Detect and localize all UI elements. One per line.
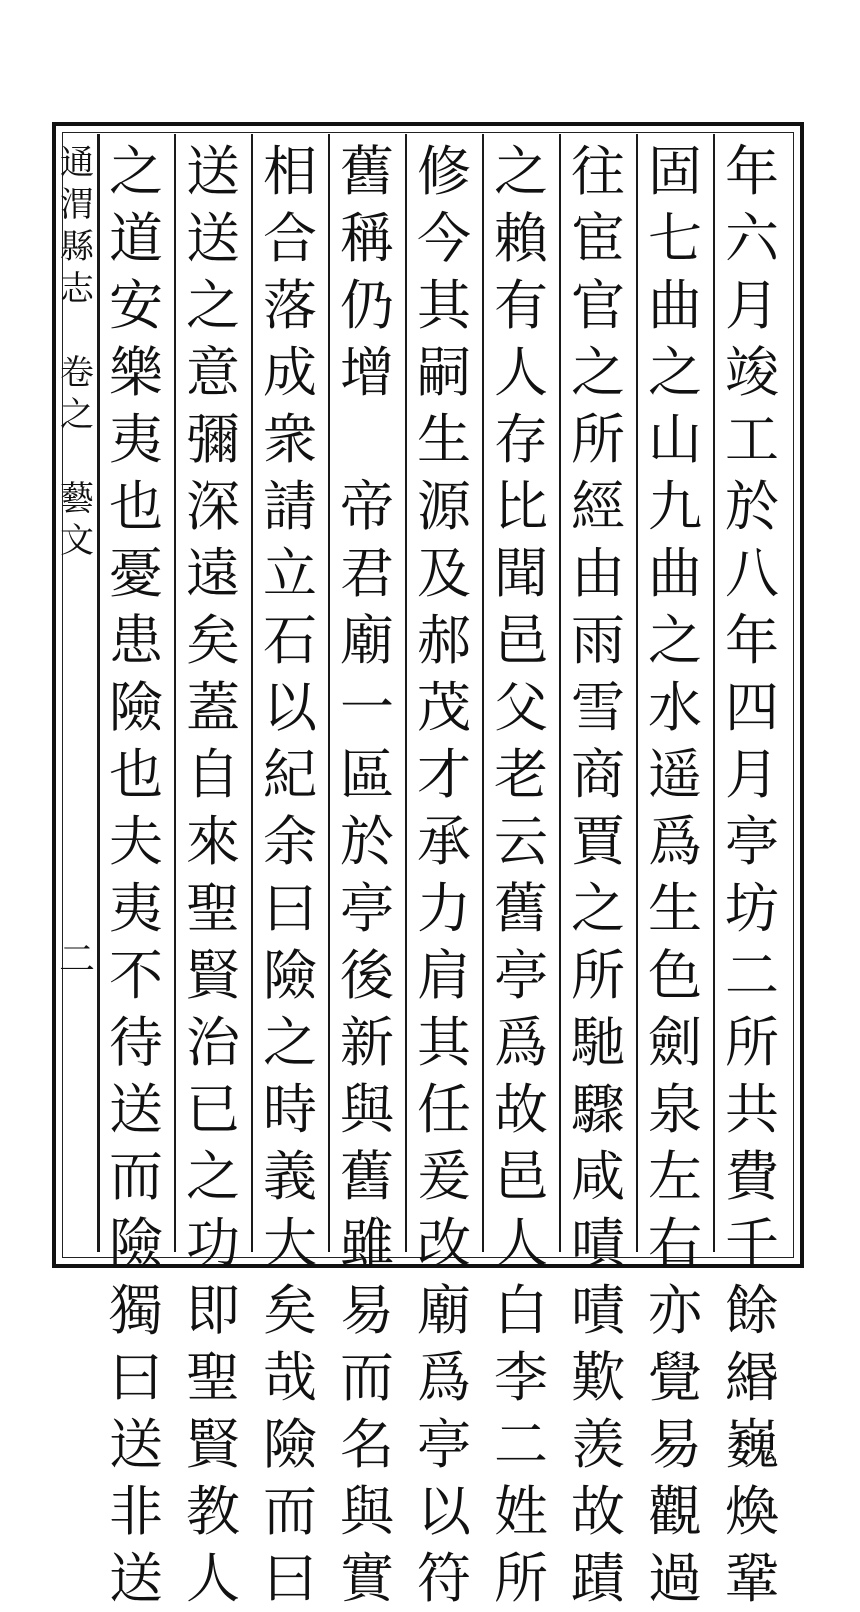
text-char: 邑: [494, 609, 548, 672]
text-char: 蓋: [186, 676, 240, 739]
text-char: 深: [186, 475, 240, 538]
text-char: 九: [648, 475, 702, 538]
text-char: 力: [417, 877, 471, 940]
text-char: 之: [571, 877, 625, 940]
text-char: 之: [109, 140, 163, 203]
text-char: 時: [263, 1078, 317, 1141]
text-char: 月: [725, 274, 779, 337]
text-char: 合: [263, 207, 317, 270]
text-char: 亭: [725, 810, 779, 873]
text-char: 非: [109, 1480, 163, 1543]
text-char: 嘖: [571, 1279, 625, 1342]
text-char: 雖: [340, 1212, 394, 1275]
text-char: 人: [186, 1547, 240, 1610]
text-char: 獨: [109, 1279, 163, 1342]
column-rule: [713, 134, 715, 1252]
text-char: 後: [340, 944, 394, 1007]
text-char: 相: [263, 140, 317, 203]
text-char: 人: [494, 341, 548, 404]
folio-number: 二: [58, 939, 95, 980]
text-char: 李: [494, 1346, 548, 1409]
text-char: 餘: [725, 1279, 779, 1342]
text-char: 千: [725, 1212, 779, 1275]
text-char: 自: [186, 743, 240, 806]
text-char: 來: [186, 810, 240, 873]
text-char: 治: [186, 1011, 240, 1074]
text-char: 驟: [571, 1078, 625, 1141]
text-char: 於: [340, 810, 394, 873]
text-char: 工: [725, 408, 779, 471]
text-column: [257, 138, 323, 1610]
text-char: 道: [109, 207, 163, 270]
text-char: 易: [648, 1413, 702, 1476]
text-char: 不: [109, 944, 163, 1007]
text-char: 曲: [648, 542, 702, 605]
text-char: 年: [725, 609, 779, 672]
text-char: 立: [263, 542, 317, 605]
margin-char: 藝: [60, 479, 94, 519]
text-char: 白: [494, 1279, 548, 1342]
text-char: 余: [263, 810, 317, 873]
text-char: 故: [571, 1480, 625, 1543]
text-char: 矣: [263, 1279, 317, 1342]
text-char: 亦: [648, 1279, 702, 1342]
text-char: 送: [109, 1413, 163, 1476]
text-char: 由: [571, 542, 625, 605]
text-char: 患: [109, 609, 163, 672]
text-char: 聖: [186, 877, 240, 940]
text-char: 夷: [109, 408, 163, 471]
text-column: [411, 138, 477, 1610]
text-char: 生: [417, 408, 471, 471]
text-char: 衆: [263, 408, 317, 471]
text-char: 賢: [186, 944, 240, 1007]
text-char: 送: [186, 140, 240, 203]
text-char: 二: [494, 1413, 548, 1476]
text-char: 遥: [648, 743, 702, 806]
text-char: 承: [417, 810, 471, 873]
text-char: 爲: [417, 1346, 471, 1409]
text-char: 一: [340, 676, 394, 739]
text-char: 舊: [340, 140, 394, 203]
text-char: 增: [340, 341, 394, 404]
text-char: 老: [494, 743, 548, 806]
text-char: 爲: [648, 810, 702, 873]
text-char: 其: [417, 1011, 471, 1074]
text-char: 雨: [571, 609, 625, 672]
text-char: 曰: [263, 1547, 317, 1610]
text-char: 宦: [571, 207, 625, 270]
text-char: 險: [109, 676, 163, 739]
text-char: 實: [340, 1547, 394, 1610]
text-char: 山: [648, 408, 702, 471]
text-char: 肩: [417, 944, 471, 1007]
text-char: 緡: [725, 1346, 779, 1409]
text-char: 固: [648, 140, 702, 203]
text-char: 云: [494, 810, 548, 873]
text-char: 巍: [725, 1413, 779, 1476]
text-char: 爰: [417, 1145, 471, 1208]
text-char: 廟: [340, 609, 394, 672]
text-char: 送: [109, 1078, 163, 1141]
text-char: 帝: [340, 475, 394, 538]
text-char: 即: [186, 1279, 240, 1342]
text-char: 七: [648, 207, 702, 270]
text-char: 仍: [340, 274, 394, 337]
text-char: 意: [186, 341, 240, 404]
text-char: 區: [340, 743, 394, 806]
text-char: 姓: [494, 1480, 548, 1543]
text-char: 茂: [417, 676, 471, 739]
text-char: 煥: [725, 1480, 779, 1543]
text-char: 所: [571, 944, 625, 1007]
column-rule: [405, 134, 407, 1252]
column-rule: [636, 134, 638, 1252]
text-char: 已: [186, 1078, 240, 1141]
text-char: 於: [725, 475, 779, 538]
text-char: 樂: [109, 341, 163, 404]
text-char: 比: [494, 475, 548, 538]
text-char: 二: [725, 944, 779, 1007]
text-char: 名: [340, 1413, 394, 1476]
text-char: 商: [571, 743, 625, 806]
text-char: 才: [417, 743, 471, 806]
text-char: 郝: [417, 609, 471, 672]
text-char: 今: [417, 207, 471, 270]
text-char: 馳: [571, 1011, 625, 1074]
text-char: 賴: [494, 207, 548, 270]
text-char: 四: [725, 676, 779, 739]
text-char: 送: [186, 207, 240, 270]
margin-title: [58, 142, 96, 1242]
text-char: 共: [725, 1078, 779, 1141]
text-char: 憂: [109, 542, 163, 605]
text-char: 彌: [186, 408, 240, 471]
text-char: 之: [186, 1145, 240, 1208]
text-char: 遠: [186, 542, 240, 605]
text-char: 待: [109, 1011, 163, 1074]
text-char: 父: [494, 676, 548, 739]
text-char: 之: [263, 1011, 317, 1074]
text-char: 嗣: [417, 341, 471, 404]
text-column: [180, 138, 246, 1610]
text-column: [565, 138, 631, 1610]
text-char: 稱: [340, 207, 394, 270]
margin-char: 卷: [60, 353, 94, 393]
text-char: 以: [417, 1480, 471, 1543]
text-char: 泉: [648, 1078, 702, 1141]
text-char: 之: [648, 609, 702, 672]
column-rule: [97, 134, 99, 1252]
text-char: 亭: [340, 877, 394, 940]
text-char: 之: [494, 140, 548, 203]
text-char: 曰: [263, 877, 317, 940]
text-char: 人: [494, 1212, 548, 1275]
text-char: 請: [263, 475, 317, 538]
text-char: 所: [725, 1011, 779, 1074]
text-char: 觀: [648, 1480, 702, 1543]
text-column: [719, 138, 785, 1610]
text-char: 符: [417, 1547, 471, 1610]
text-char: 賈: [571, 810, 625, 873]
margin-char: 渭: [60, 185, 94, 225]
text-char: 險: [109, 1212, 163, 1275]
text-char: 有: [494, 274, 548, 337]
text-char: 落: [263, 274, 317, 337]
text-char: 雪: [571, 676, 625, 739]
text-char: 經: [571, 475, 625, 538]
text-char: 存: [494, 408, 548, 471]
text-char: 新: [340, 1011, 394, 1074]
text-char: 石: [263, 609, 317, 672]
text-char: 亭: [417, 1413, 471, 1476]
text-char: 以: [263, 676, 317, 739]
text-column: [488, 138, 554, 1610]
text-char: 故: [494, 1078, 548, 1141]
text-char: 之: [186, 274, 240, 337]
text-char: 覺: [648, 1346, 702, 1409]
text-char: 義: [263, 1145, 317, 1208]
column-rule: [251, 134, 253, 1252]
text-char: 及: [417, 542, 471, 605]
text-char: 也: [109, 743, 163, 806]
text-char: [334, 406, 400, 473]
text-char: 成: [263, 341, 317, 404]
text-char: 之: [571, 341, 625, 404]
text-char: 爲: [494, 1011, 548, 1074]
margin-char: 之: [60, 395, 94, 435]
text-char: 曲: [648, 274, 702, 337]
text-char: 教: [186, 1480, 240, 1543]
margin-char: 通: [60, 143, 94, 183]
text-char: 月: [725, 743, 779, 806]
text-char: 右: [648, 1212, 702, 1275]
text-char: 賢: [186, 1413, 240, 1476]
text-char: 大: [263, 1212, 317, 1275]
text-char: 坊: [725, 877, 779, 940]
text-char: 色: [648, 944, 702, 1007]
text-char: 矣: [186, 609, 240, 672]
text-char: 曰: [109, 1346, 163, 1409]
text-char: 往: [571, 140, 625, 203]
text-char: 而: [263, 1480, 317, 1543]
text-char: 鞏: [725, 1547, 779, 1610]
text-char: 之: [648, 341, 702, 404]
text-char: 夷: [109, 877, 163, 940]
text-char: 安: [109, 274, 163, 337]
text-char: 險: [263, 1413, 317, 1476]
text-char: 邑: [494, 1145, 548, 1208]
text-char: 任: [417, 1078, 471, 1141]
text-char: 而: [109, 1145, 163, 1208]
text-char: 也: [109, 475, 163, 538]
column-rule: [482, 134, 484, 1252]
text-column: [103, 138, 169, 1610]
text-char: 而: [340, 1346, 394, 1409]
text-char: 咸: [571, 1145, 625, 1208]
text-char: 聖: [186, 1346, 240, 1409]
text-char: 過: [648, 1547, 702, 1610]
text-char: 八: [725, 542, 779, 605]
text-char: 紀: [263, 743, 317, 806]
text-column: [642, 138, 708, 1610]
text-char: 夫: [109, 810, 163, 873]
text-char: 險: [263, 944, 317, 1007]
text-char: 源: [417, 475, 471, 538]
text-char: 送: [109, 1547, 163, 1610]
column-rule: [328, 134, 330, 1252]
text-char: 所: [494, 1547, 548, 1610]
text-char: 其: [417, 274, 471, 337]
text-char: 聞: [494, 542, 548, 605]
text-char: 劍: [648, 1011, 702, 1074]
text-char: 舊: [340, 1145, 394, 1208]
text-char: 改: [417, 1212, 471, 1275]
text-char: 哉: [263, 1346, 317, 1409]
text-char: 亭: [494, 944, 548, 1007]
margin-char: 文: [60, 521, 94, 561]
text-char: 君: [340, 542, 394, 605]
text-char: 羡: [571, 1413, 625, 1476]
text-char: 舊: [494, 877, 548, 940]
text-char: 生: [648, 877, 702, 940]
text-char: 所: [571, 408, 625, 471]
text-column: [334, 138, 400, 1610]
text-char: 水: [648, 676, 702, 739]
text-char: 六: [725, 207, 779, 270]
text-char: 與: [340, 1078, 394, 1141]
column-rule: [559, 134, 561, 1252]
column-rule: [174, 134, 176, 1252]
text-char: 左: [648, 1145, 702, 1208]
text-char: 功: [186, 1212, 240, 1275]
margin-char: 志: [60, 269, 94, 309]
text-char: 嘖: [571, 1212, 625, 1275]
text-char: 官: [571, 274, 625, 337]
text-char: 竣: [725, 341, 779, 404]
text-char: 易: [340, 1279, 394, 1342]
text-char: 年: [725, 140, 779, 203]
text-char: 費: [725, 1145, 779, 1208]
margin-char: [58, 436, 96, 478]
text-char: 與: [340, 1480, 394, 1543]
text-char: 廟: [417, 1279, 471, 1342]
text-char: 蹟: [571, 1547, 625, 1610]
text-char: 歎: [571, 1346, 625, 1409]
margin-char: 縣: [60, 227, 94, 267]
text-char: 修: [417, 140, 471, 203]
margin-char: [58, 310, 96, 352]
